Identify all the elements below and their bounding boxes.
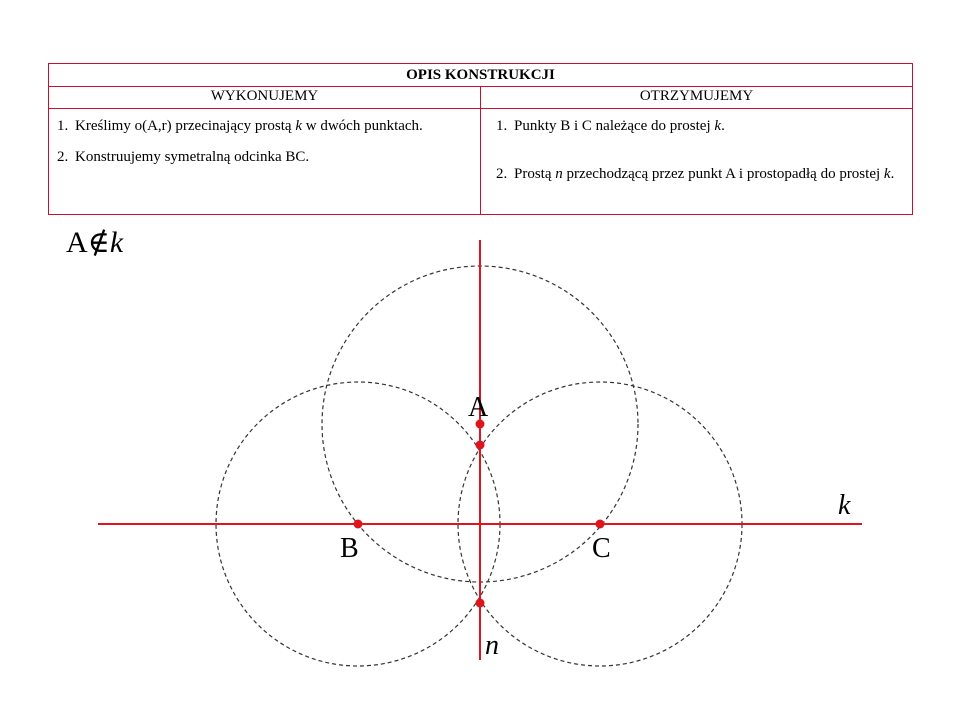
item-number: 2. xyxy=(57,149,69,165)
item-text-end: . xyxy=(890,166,895,182)
column-header-right: OTRZYMUJEMY xyxy=(639,88,754,104)
label-c: C xyxy=(592,533,611,564)
item-text-end: . xyxy=(721,118,725,134)
label-b: B xyxy=(340,533,359,564)
formula-not-in-symbol: ∉ xyxy=(87,226,110,259)
item-text: Punkty B i C należące do prostej xyxy=(514,118,715,134)
point-upper-intersection xyxy=(476,441,485,450)
item-text: Kreślimy o(A,r) przecinający prostą xyxy=(75,118,296,134)
table-title: OPIS KONSTRUKCJI xyxy=(49,64,912,87)
item-variable: k xyxy=(295,118,302,134)
item-text: Konstruujemy symetralną odcinka BC. xyxy=(75,149,310,165)
column-header-left: WYKONUJEMY xyxy=(210,88,319,104)
item-number: 1. xyxy=(496,118,508,134)
label-a: A xyxy=(468,392,489,423)
label-k: k xyxy=(838,490,851,521)
point-c xyxy=(596,520,605,529)
label-n: n xyxy=(485,630,499,661)
item-number: 1. xyxy=(57,118,69,134)
point-b xyxy=(354,520,363,529)
item-number: 2. xyxy=(496,166,508,182)
item-text-middle: przechodzącą przez punkt A i prostopadłą do prostej xyxy=(562,166,884,182)
point-lower-intersection xyxy=(476,599,485,608)
formula-line: k xyxy=(109,226,124,259)
item-text-end: w dwóch punktach. xyxy=(302,118,423,134)
formula-point: A xyxy=(66,226,88,259)
item-text: Prostą xyxy=(514,166,556,182)
item-variable: n xyxy=(555,166,563,182)
item-variable: k xyxy=(714,118,722,134)
item-variable: k xyxy=(883,166,891,182)
